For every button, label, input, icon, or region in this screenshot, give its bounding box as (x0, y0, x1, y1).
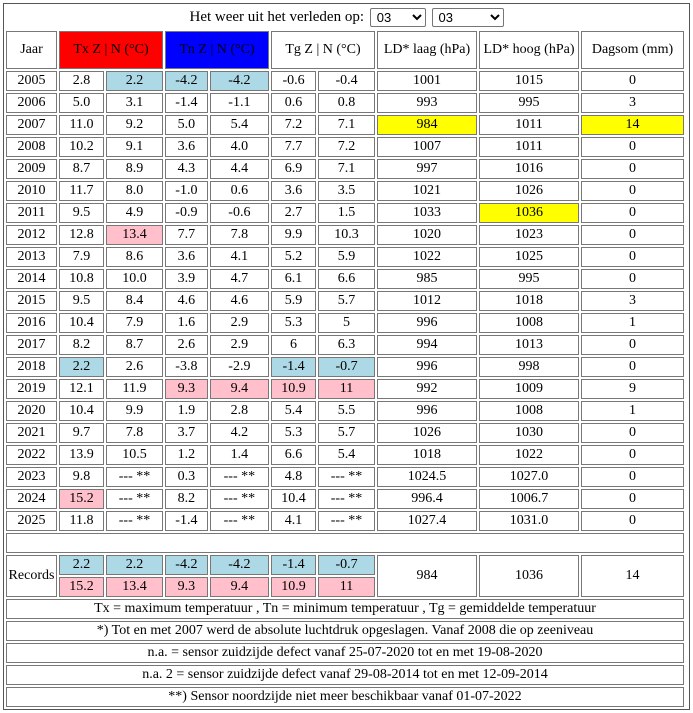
tn-z-cell: -0.9 (165, 203, 208, 223)
record-tn-z-low: -4.2 (165, 555, 208, 575)
tx-n-cell: 9.9 (106, 401, 163, 421)
tg-z-cell: 2.7 (271, 203, 316, 223)
tx-z-cell: 2.2 (59, 357, 104, 377)
tn-z-cell: -4.2 (165, 71, 208, 91)
table-row (6, 203, 684, 223)
tx-n-cell: 10.0 (106, 269, 163, 289)
ld-high-cell: 1008 (479, 401, 579, 421)
ld-low-cell: 1020 (377, 225, 477, 245)
tn-z-cell: 0.3 (165, 467, 208, 487)
rain-cell: 0 (581, 335, 684, 355)
table-row (6, 379, 684, 399)
ld-low-cell: 1026 (377, 423, 477, 443)
month-select[interactable] (432, 8, 504, 27)
tn-z-cell: 7.7 (165, 225, 208, 245)
year-cell: 2024 (6, 489, 57, 509)
tg-z-cell: 7.2 (271, 115, 316, 135)
tg-z-cell: 4.8 (271, 467, 316, 487)
tn-n-cell: -1.1 (210, 93, 269, 113)
tx-n-cell: 9.2 (106, 115, 163, 135)
ld-high-cell: 1031.0 (479, 511, 579, 531)
tx-z-cell: 9.7 (59, 423, 104, 443)
tn-z-cell: -1.0 (165, 181, 208, 201)
tn-z-cell: 3.6 (165, 247, 208, 267)
tx-n-cell: 7.9 (106, 313, 163, 333)
tn-z-cell: -1.4 (165, 93, 208, 113)
ld-low-cell: 1033 (377, 203, 477, 223)
tx-n-cell: 8.6 (106, 247, 163, 267)
tx-z-cell: 8.7 (59, 159, 104, 179)
tg-n-cell: 0.8 (318, 93, 375, 113)
tn-n-cell: 9.4 (210, 379, 269, 399)
tg-n-cell: 5.5 (318, 401, 375, 421)
day-select[interactable] (370, 8, 426, 27)
tn-z-cell: 3.9 (165, 269, 208, 289)
tg-z-cell: 10.4 (271, 489, 316, 509)
ld-high-cell: 1018 (479, 291, 579, 311)
tn-n-cell: --- ** (210, 511, 269, 531)
ld-high-cell: 1011 (479, 115, 579, 135)
tg-z-cell: 3.6 (271, 181, 316, 201)
tn-z-cell: 4.6 (165, 291, 208, 311)
ld-high-cell: 1008 (479, 313, 579, 333)
record-tg-z-low: -1.4 (271, 555, 316, 575)
ld-high-cell: 1013 (479, 335, 579, 355)
tg-n-cell: -0.7 (318, 357, 375, 377)
year-cell: 2009 (6, 159, 57, 179)
weather-table (4, 29, 686, 709)
record-tx-n-high: 13.4 (106, 577, 163, 597)
record-tx-n-low: 2.2 (106, 555, 163, 575)
ld-high-cell: 995 (479, 269, 579, 289)
tn-z-cell: 4.3 (165, 159, 208, 179)
table-row (6, 291, 684, 311)
tn-n-cell: 5.4 (210, 115, 269, 135)
tn-z-cell: 3.7 (165, 423, 208, 443)
page-title: Het weer uit het verleden op: (189, 9, 364, 25)
tg-z-cell: 5.3 (271, 423, 316, 443)
year-cell: 2005 (6, 71, 57, 91)
table-row (6, 159, 684, 179)
tg-n-cell: 7.1 (318, 115, 375, 135)
year-cell: 2021 (6, 423, 57, 443)
year-cell: 2010 (6, 181, 57, 201)
table-row (6, 137, 684, 157)
col-tg-header: Tg Z | N (°C) (271, 31, 375, 69)
tx-n-cell: 7.8 (106, 423, 163, 443)
tg-n-cell: 6.3 (318, 335, 375, 355)
tn-n-cell: 4.0 (210, 137, 269, 157)
tg-n-cell: 5 (318, 313, 375, 333)
ld-high-cell: 1006.7 (479, 489, 579, 509)
table-row (6, 423, 684, 443)
tg-n-cell: 5.7 (318, 291, 375, 311)
tg-n-cell: 7.2 (318, 137, 375, 157)
table-row (6, 225, 684, 245)
table-row (6, 313, 684, 333)
tx-z-cell: 2.8 (59, 71, 104, 91)
year-cell: 2007 (6, 115, 57, 135)
col-year-header: Jaar (6, 31, 57, 69)
tn-z-cell: 1.2 (165, 445, 208, 465)
ld-high-cell: 1026 (479, 181, 579, 201)
col-tn-header: Tn Z | N (°C) (165, 31, 269, 69)
tx-z-cell: 11.0 (59, 115, 104, 135)
table-row (6, 445, 684, 465)
tx-z-cell: 8.2 (59, 335, 104, 355)
rain-cell: 3 (581, 93, 684, 113)
tg-n-cell: 5.9 (318, 247, 375, 267)
rain-cell: 0 (581, 423, 684, 443)
tx-z-cell: 12.1 (59, 379, 104, 399)
record-tg-n-low: -0.7 (318, 555, 375, 575)
tx-z-cell: 10.4 (59, 313, 104, 333)
rain-cell: 0 (581, 467, 684, 487)
tn-z-cell: 8.2 (165, 489, 208, 509)
ld-high-cell: 1027.0 (479, 467, 579, 487)
table-row (6, 511, 684, 531)
ld-low-cell: 996 (377, 401, 477, 421)
tn-n-cell: 4.7 (210, 269, 269, 289)
tn-n-cell: 2.9 (210, 313, 269, 333)
tx-z-cell: 13.9 (59, 445, 104, 465)
tg-z-cell: 7.7 (271, 137, 316, 157)
col-ld-high-header: LD* hoog (hPa) (479, 31, 579, 69)
tx-z-cell: 10.4 (59, 401, 104, 421)
ld-low-cell: 984 (377, 115, 477, 135)
tn-n-cell: 0.6 (210, 181, 269, 201)
ld-high-cell: 995 (479, 93, 579, 113)
record-tx-z-high: 15.2 (59, 577, 104, 597)
ld-low-cell: 997 (377, 159, 477, 179)
ld-high-cell: 1022 (479, 445, 579, 465)
spacer-row (6, 533, 684, 553)
rain-cell: 0 (581, 269, 684, 289)
tg-n-cell: 1.5 (318, 203, 375, 223)
tx-n-cell: --- ** (106, 511, 163, 531)
table-row (6, 181, 684, 201)
tn-z-cell: 5.0 (165, 115, 208, 135)
table-row (6, 115, 684, 135)
record-tn-z-high: 9.3 (165, 577, 208, 597)
tn-n-cell: --- ** (210, 467, 269, 487)
year-cell: 2018 (6, 357, 57, 377)
tx-n-cell: 8.7 (106, 335, 163, 355)
legend-na2-note: n.a. 2 = sensor zuidzijde defect vanaf 29-08-2014 tot en met 12-09-2014 (6, 665, 684, 685)
tn-n-cell: 4.1 (210, 247, 269, 267)
ld-low-cell: 1027.4 (377, 511, 477, 531)
tn-z-cell: 1.9 (165, 401, 208, 421)
ld-high-cell: 1011 (479, 137, 579, 157)
ld-low-cell: 1001 (377, 71, 477, 91)
tx-n-cell: --- ** (106, 489, 163, 509)
rain-cell: 0 (581, 137, 684, 157)
year-cell: 2025 (6, 511, 57, 531)
tx-z-cell: 5.0 (59, 93, 104, 113)
rain-cell: 0 (581, 357, 684, 377)
tg-n-cell: -0.4 (318, 71, 375, 91)
tn-z-cell: 3.6 (165, 137, 208, 157)
tn-z-cell: 1.6 (165, 313, 208, 333)
tg-z-cell: 5.4 (271, 401, 316, 421)
record-tg-n-high: 11 (318, 577, 375, 597)
tx-n-cell: 10.5 (106, 445, 163, 465)
tn-n-cell: -2.9 (210, 357, 269, 377)
tg-z-cell: 5.9 (271, 291, 316, 311)
tg-n-cell: 10.3 (318, 225, 375, 245)
tx-z-cell: 11.7 (59, 181, 104, 201)
tx-z-cell: 12.8 (59, 225, 104, 245)
tg-n-cell: --- ** (318, 489, 375, 509)
weather-history-panel (3, 3, 690, 710)
rain-cell: 14 (581, 115, 684, 135)
tx-z-cell: 10.2 (59, 137, 104, 157)
tx-z-cell: 11.8 (59, 511, 104, 531)
year-cell: 2020 (6, 401, 57, 421)
tx-n-cell: 2.6 (106, 357, 163, 377)
year-rows (6, 71, 684, 531)
tg-z-cell: 9.9 (271, 225, 316, 245)
rain-cell: 1 (581, 401, 684, 421)
ld-high-cell: 998 (479, 357, 579, 377)
ld-low-cell: 1012 (377, 291, 477, 311)
table-row (6, 71, 684, 91)
tx-n-cell: 9.1 (106, 137, 163, 157)
ld-low-cell: 994 (377, 335, 477, 355)
tx-n-cell: 8.9 (106, 159, 163, 179)
tx-n-cell: 3.1 (106, 93, 163, 113)
record-rain: 14 (581, 555, 684, 597)
col-ld-low-header: LD* laag (hPa) (377, 31, 477, 69)
tn-n-cell: --- ** (210, 489, 269, 509)
legend-na-note: n.a. = sensor zuidzijde defect vanaf 25-07-2020 tot en met 19-08-2020 (6, 643, 684, 663)
tx-n-cell: 13.4 (106, 225, 163, 245)
tg-n-cell: 5.4 (318, 445, 375, 465)
records-section (6, 533, 684, 707)
rain-cell: 9 (581, 379, 684, 399)
ld-low-cell: 1021 (377, 181, 477, 201)
tx-n-cell: 2.2 (106, 71, 163, 91)
tx-n-cell: 4.9 (106, 203, 163, 223)
tg-n-cell: --- ** (318, 467, 375, 487)
legend-row (6, 599, 684, 619)
header-row (6, 31, 684, 69)
col-rain-header: Dagsom (mm) (581, 31, 684, 69)
ld-low-cell: 1022 (377, 247, 477, 267)
year-cell: 2013 (6, 247, 57, 267)
table-row (6, 247, 684, 267)
table-row (6, 93, 684, 113)
record-tn-n-low: -4.2 (210, 555, 269, 575)
tg-z-cell: -0.6 (271, 71, 316, 91)
tx-z-cell: 9.5 (59, 203, 104, 223)
rain-cell: 0 (581, 203, 684, 223)
tn-n-cell: 2.8 (210, 401, 269, 421)
ld-low-cell: 996 (377, 313, 477, 333)
tg-n-cell: --- ** (318, 511, 375, 531)
year-cell: 2017 (6, 335, 57, 355)
record-tn-n-high: 9.4 (210, 577, 269, 597)
table-row (6, 467, 684, 487)
legend-row (6, 643, 684, 663)
year-cell: 2022 (6, 445, 57, 465)
tg-z-cell: 6.9 (271, 159, 316, 179)
legend-north-sensor-note: **) Sensor noordzijde niet meer beschikbaar vanaf 01-07-2022 (6, 687, 684, 707)
year-cell: 2012 (6, 225, 57, 245)
tn-n-cell: 2.9 (210, 335, 269, 355)
ld-low-cell: 996.4 (377, 489, 477, 509)
legend-row (6, 687, 684, 707)
tn-n-cell: 4.6 (210, 291, 269, 311)
records-label: Records (6, 555, 57, 597)
ld-high-cell: 1023 (479, 225, 579, 245)
table-row (6, 401, 684, 421)
tx-n-cell: 8.0 (106, 181, 163, 201)
record-ld-low: 984 (377, 555, 477, 597)
ld-low-cell: 993 (377, 93, 477, 113)
ld-low-cell: 1024.5 (377, 467, 477, 487)
ld-high-cell: 1016 (479, 159, 579, 179)
ld-high-cell: 1030 (479, 423, 579, 443)
tg-z-cell: 4.1 (271, 511, 316, 531)
year-cell: 2019 (6, 379, 57, 399)
tg-z-cell: 6.1 (271, 269, 316, 289)
tx-z-cell: 9.5 (59, 291, 104, 311)
tg-z-cell: 5.3 (271, 313, 316, 333)
tx-z-cell: 15.2 (59, 489, 104, 509)
tg-n-cell: 11 (318, 379, 375, 399)
ld-high-cell: 1025 (479, 247, 579, 267)
tn-z-cell: -3.8 (165, 357, 208, 377)
tn-n-cell: 7.8 (210, 225, 269, 245)
tx-n-cell: 8.4 (106, 291, 163, 311)
tx-z-cell: 9.8 (59, 467, 104, 487)
legend-row (6, 665, 684, 685)
ld-low-cell: 992 (377, 379, 477, 399)
rain-cell: 3 (581, 291, 684, 311)
legend-row (6, 621, 684, 641)
ld-high-cell: 1015 (479, 71, 579, 91)
rain-cell: 0 (581, 489, 684, 509)
tg-n-cell: 5.7 (318, 423, 375, 443)
table-row (6, 489, 684, 509)
tg-z-cell: 10.9 (271, 379, 316, 399)
tn-n-cell: -0.6 (210, 203, 269, 223)
rain-cell: 0 (581, 445, 684, 465)
tg-z-cell: 6 (271, 335, 316, 355)
year-cell: 2008 (6, 137, 57, 157)
table-row (6, 335, 684, 355)
tg-z-cell: 5.2 (271, 247, 316, 267)
tx-n-cell: --- ** (106, 467, 163, 487)
tx-z-cell: 7.9 (59, 247, 104, 267)
year-cell: 2006 (6, 93, 57, 113)
ld-high-cell: 1009 (479, 379, 579, 399)
tg-n-cell: 7.1 (318, 159, 375, 179)
rain-cell: 0 (581, 71, 684, 91)
ld-high-cell: 1036 (479, 203, 579, 223)
spacer-cell (6, 533, 684, 553)
tn-n-cell: 4.4 (210, 159, 269, 179)
tn-n-cell: 4.2 (210, 423, 269, 443)
ld-low-cell: 1018 (377, 445, 477, 465)
record-tx-z-low: 2.2 (59, 555, 104, 575)
tg-n-cell: 6.6 (318, 269, 375, 289)
tn-z-cell: 2.6 (165, 335, 208, 355)
legend-pressure-note: *) Tot en met 2007 werd de absolute luchtdruk opgeslagen. Vanaf 2008 die op zeeniveau (6, 621, 684, 641)
tg-z-cell: 6.6 (271, 445, 316, 465)
rain-cell: 0 (581, 247, 684, 267)
ld-low-cell: 1007 (377, 137, 477, 157)
rain-cell: 0 (581, 181, 684, 201)
rain-cell: 0 (581, 225, 684, 245)
tn-z-cell: 9.3 (165, 379, 208, 399)
ld-low-cell: 985 (377, 269, 477, 289)
tn-n-cell: 1.4 (210, 445, 269, 465)
col-tx-header: Tx Z | N (°C) (59, 31, 163, 69)
tn-z-cell: -1.4 (165, 511, 208, 531)
year-cell: 2016 (6, 313, 57, 333)
date-selector-bar (4, 4, 689, 31)
rain-cell: 1 (581, 313, 684, 333)
rain-cell: 0 (581, 511, 684, 531)
year-cell: 2011 (6, 203, 57, 223)
ld-low-cell: 996 (377, 357, 477, 377)
table-row (6, 269, 684, 289)
year-cell: 2023 (6, 467, 57, 487)
record-ld-high: 1036 (479, 555, 579, 597)
rain-cell: 0 (581, 159, 684, 179)
tn-n-cell: -4.2 (210, 71, 269, 91)
record-tg-z-high: 10.9 (271, 577, 316, 597)
tx-z-cell: 10.8 (59, 269, 104, 289)
year-cell: 2014 (6, 269, 57, 289)
tg-z-cell: -1.4 (271, 357, 316, 377)
tg-z-cell: 0.6 (271, 93, 316, 113)
records-row-low (6, 555, 684, 575)
table-row (6, 357, 684, 377)
tg-n-cell: 3.5 (318, 181, 375, 201)
tx-n-cell: 11.9 (106, 379, 163, 399)
year-cell: 2015 (6, 291, 57, 311)
legend-temperature: Tx = maximum temperatuur , Tn = minimum temperatuur , Tg = gemiddelde temperatuur (6, 599, 684, 619)
